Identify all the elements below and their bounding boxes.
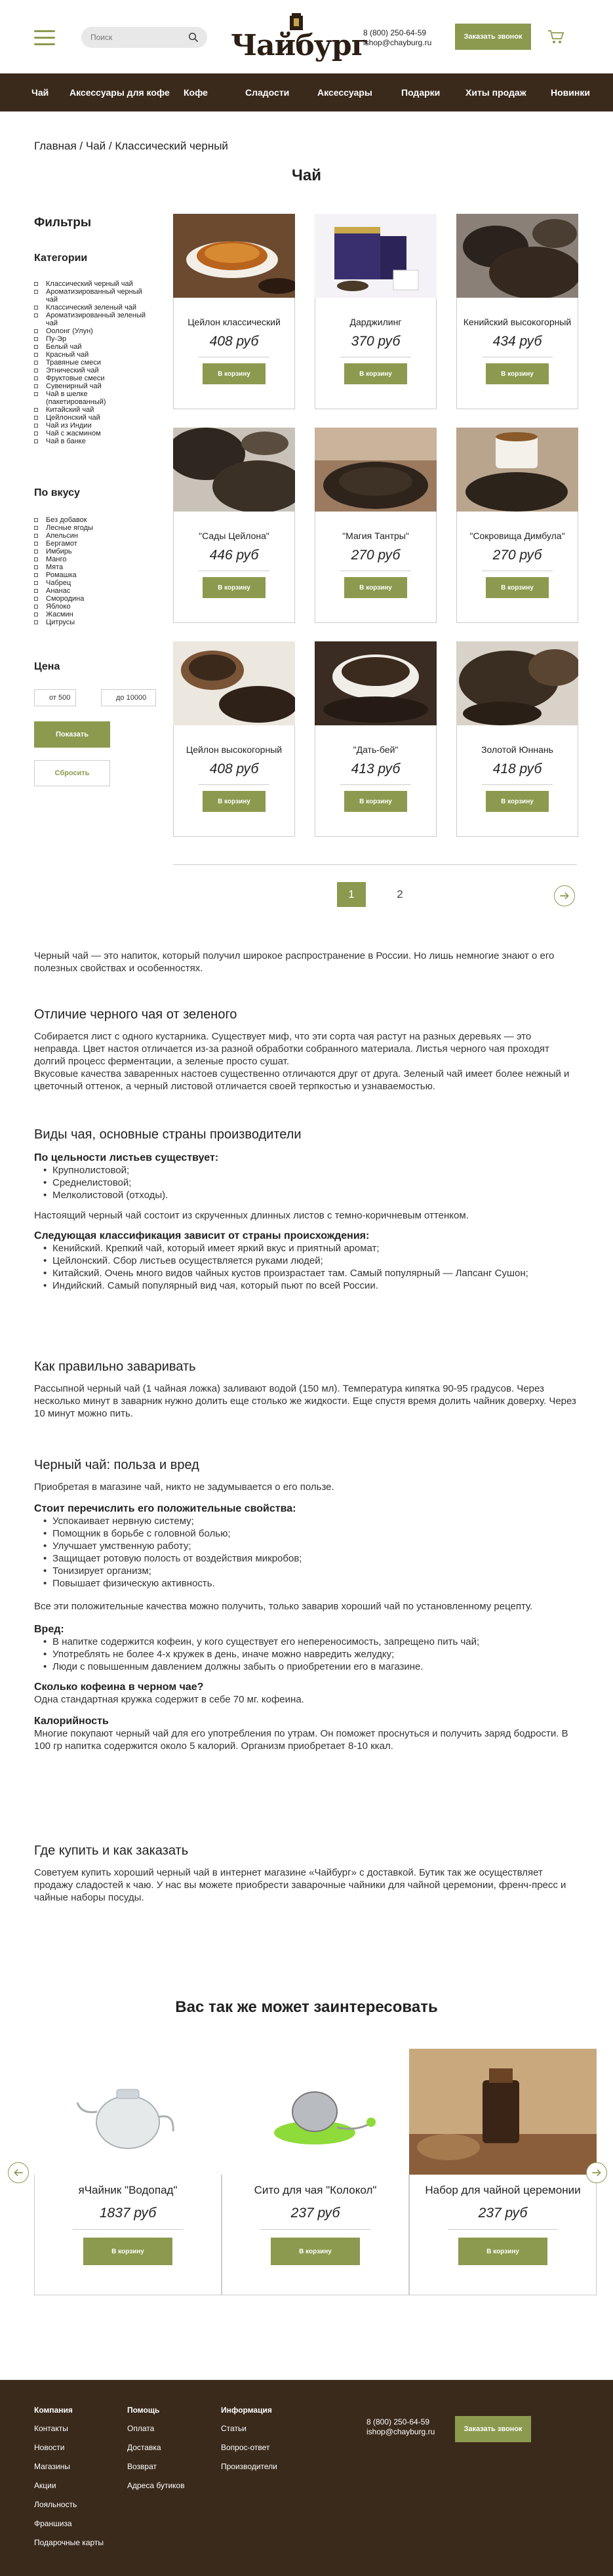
footer-heading: Компания [34,2405,73,2415]
filter-option[interactable] [34,374,149,382]
product-name[interactable]: яЧайник "Водопад" [78,2184,178,2196]
product-name[interactable]: "Сады Цейлона" [199,531,269,541]
filter-option[interactable] [34,422,149,430]
filter-option-label: Ароматизированный черный чай [46,288,142,304]
filter-option-label: Этнический чай [46,367,99,374]
footer-column-company [34,2405,104,2557]
product-card[interactable] [456,214,578,409]
list-item: • Люди с повышенным давлением должны забыть о приобретении его в магазине. [34,1660,580,1673]
taste-list [34,516,149,626]
filter-option[interactable] [34,603,149,611]
filter-option[interactable] [34,579,149,587]
checkbox-icon[interactable] [34,282,38,286]
add-to-cart-button[interactable]: В корзину [344,791,407,812]
footer-link[interactable]: Магазины [34,2462,70,2471]
product-card[interactable] [173,641,295,837]
checkbox-icon[interactable] [34,597,38,601]
product-price: 237 руб [290,2205,340,2221]
divider [199,784,269,785]
filter-option[interactable] [34,312,149,327]
checkbox-icon[interactable] [34,534,38,538]
list-item: • Кенийский. Крепкий чай, который имеет яркий вкус и приятный аромат; [34,1242,580,1255]
filter-option[interactable] [34,618,149,626]
header-email[interactable]: ishop@chayburg.ru [363,38,432,47]
checkbox-icon[interactable] [34,369,38,372]
site-footer [0,2380,613,2576]
filter-option[interactable] [34,524,149,532]
article-subheading: Сколько кофеина в черном чае? [34,1681,204,1693]
footer-column-info [221,2405,277,2481]
menu-burger-icon[interactable] [34,30,55,46]
checkbox-icon[interactable] [34,518,38,522]
article-paragraph: Многие покупают черный чай для его употребления по утрам. Он поможет проснуться и получить заряд бодрости. В 100 гр напитка содержится около 5 калорий. Организм приобретает 8-10 ккал. [34,1728,568,1752]
checkbox-icon[interactable] [34,432,38,435]
add-to-cart-button[interactable]: В корзину [271,2238,360,2265]
list-item: • Индийский. Самый популярный вид чая, который пьют по всей России. [34,1279,580,1292]
product-price: 408 руб [209,761,259,776]
harms-list [34,1636,580,1673]
filter-option-label: Цейлонский чай [46,414,100,422]
product-price: 270 руб [351,548,401,563]
recommendation-card[interactable] [409,2049,597,2295]
list-item: • Употреблять не более 4-х кружек в день, иначе можно навредить желудку; [34,1648,580,1660]
article-heading: Черный чай: польза и вред [34,1458,199,1472]
search-icon[interactable] [188,32,199,43]
filter-option[interactable] [34,343,149,351]
filter-option-label: Сувенирный чай [46,382,102,390]
logo[interactable] [231,12,368,64]
article-intro: Черный чай — это напиток, который получил широкое распространение в России. Но лишь немногие знают о его полезных свойствах и особенностях. [34,950,555,974]
product-name[interactable]: Кенийский высокогорный [463,317,572,327]
price-to-input[interactable] [101,689,156,706]
product-card[interactable] [173,428,295,623]
breadcrumb[interactable]: Главная / Чай / Классический черный [34,140,228,152]
filter-option-label: Чай в шелке (пакетированный) [46,390,106,406]
article-heading: Отличие черного чая от зеленого [34,1007,237,1022]
article-section-brew [34,1361,580,1420]
article-paragraph: Одна стандартная кружка содержит в себе 70 мг. кофеина. [34,1694,304,1705]
article-section-buy [34,1845,580,1904]
filter-option[interactable] [34,335,149,343]
checkbox-icon[interactable] [34,550,38,553]
nav-item-new[interactable]: Новинки [551,87,590,98]
filter-option[interactable] [34,351,149,359]
divider [448,2229,558,2230]
categories-list [34,280,149,445]
filter-option[interactable] [34,327,149,335]
checkbox-icon[interactable] [34,353,38,357]
product-card[interactable] [173,214,295,409]
product-name[interactable]: Набор для чайной церемонии [425,2184,581,2196]
list-item: • Улучшает умственную работу; [34,1540,580,1552]
checkbox-icon[interactable] [34,424,38,428]
checkbox-icon[interactable] [34,345,38,349]
header-contacts [363,28,431,48]
cart-icon[interactable] [547,29,564,45]
filter-option-label: Чай с жасмином [46,430,101,437]
add-to-cart-button[interactable]: В корзину [344,577,407,598]
filter-option[interactable] [34,288,149,304]
checkbox-icon[interactable] [34,620,38,624]
divider [173,864,577,865]
add-to-cart-button[interactable]: В корзину [344,363,407,384]
checkbox-icon[interactable] [34,526,38,530]
product-price: 1837 руб [99,2205,157,2221]
add-to-cart-button[interactable]: В корзину [458,2238,547,2265]
leaf-types-list [34,1164,580,1201]
product-name[interactable]: Сито для чая "Колокол" [254,2184,377,2196]
article-heading: Где купить и как заказать [34,1843,189,1858]
checkbox-icon[interactable] [34,416,38,420]
article-paragraph: Настоящий черный чай состоит из скрученных длинных листов с темно-коричневым оттенком. [34,1210,469,1221]
footer-link[interactable]: Вопрос-ответ [221,2443,270,2452]
filter-option-label: Красный чай [46,351,89,359]
divider [260,2229,370,2230]
list-item: • Успокаивает нервную систему; [34,1515,580,1527]
article-section-diff [34,1009,580,1093]
product-card[interactable] [456,641,578,837]
filter-option-label: Яблоко [46,603,71,611]
article-paragraph: Приобретая в магазине чай, никто не задумывается о его пользе. [34,1481,334,1493]
product-name[interactable]: "Магия Тантры" [342,531,409,541]
filter-option-label: Бергамот [46,540,77,548]
nav-item-coffee-accessories[interactable]: Аксессуары для кофе [69,87,170,98]
article-subheading: По цельности листьев существует: [34,1152,219,1163]
checkbox-icon[interactable] [34,306,38,310]
article-heading: Как правильно заваривать [34,1359,196,1374]
filter-option-label: Фруктовые смеси [46,374,105,382]
filter-option[interactable] [34,540,149,548]
filter-option-label: Пу-Эр [46,335,67,343]
filter-option-label: Смородина [46,595,85,603]
order-call-button[interactable]: Заказать звонок [455,24,531,50]
filter-option-label: Травяные смеси [46,359,101,367]
props-list [34,1515,580,1590]
show-button[interactable]: Показать [34,721,110,748]
filter-option[interactable] [34,611,149,618]
recommendation-card[interactable] [34,2049,222,2295]
filter-option[interactable] [34,555,149,563]
filter-option-label: Мята [46,563,64,571]
filter-option-label: Чай в банке [46,437,86,445]
checkbox-icon[interactable] [34,605,38,609]
product-name[interactable]: Цейлон высокогорный [186,744,283,755]
product-price: 413 руб [351,761,401,776]
divider [482,784,553,785]
filter-option-label: Ромашка [46,571,77,579]
checkbox-icon[interactable] [34,542,38,546]
footer-link[interactable]: Контакты [34,2424,68,2433]
filters-title: Фильтры [34,216,92,230]
checkbox-icon[interactable] [34,408,38,412]
nav-item-tea[interactable]: Чай [31,87,49,98]
nav-item-accessories[interactable]: Аксессуары [317,87,372,98]
filter-option[interactable] [34,595,149,603]
filter-option-label: Классический зеленый чай [46,304,136,312]
filter-option-label: Апельсин [46,532,78,540]
add-to-cart-button[interactable]: В корзину [203,791,266,812]
checkbox-icon[interactable] [34,384,38,388]
list-item: • Цейлонский. Сбор листьев осуществляется руками людей; [34,1255,580,1267]
product-image[interactable] [173,641,295,725]
article-paragraph: Все эти положительные качества можно получить, только заварив хороший чай по установленному рецепту. [34,1601,533,1612]
product-image[interactable] [173,428,295,512]
product-name[interactable]: "Дать-бей" [353,744,399,755]
filter-option-label: Классический черный чай [46,280,133,288]
product-card[interactable] [315,214,437,409]
filter-option-label: Ароматизированный зеленый чай [46,312,146,327]
site-header [0,0,613,73]
product-card[interactable] [456,428,578,623]
product-image[interactable] [173,214,295,298]
product-name[interactable]: "Сокровища Димбула" [469,531,565,541]
article-heading: Виды чая, основные страны производители [34,1127,302,1142]
filter-option-label: Оолонг (Улун) [46,327,93,335]
logo-text: Чайбург [231,29,368,62]
filter-option-label: Манго [46,555,67,563]
taste-title: По вкусу [34,487,80,498]
filter-option-label: Без добавок [46,516,87,524]
product-name[interactable]: Дарджилинг [349,317,402,327]
footer-order-call-button[interactable]: Заказать звонок [455,2416,531,2442]
footer-link[interactable]: Лояльность [34,2500,77,2509]
footer-link[interactable]: Производители [221,2462,277,2471]
list-item: • Среднелистовой; [34,1177,580,1189]
nav-item-coffee[interactable]: Кофе [184,87,208,98]
add-to-cart-button[interactable]: В корзину [486,363,549,384]
product-image[interactable] [409,2049,597,2175]
filter-option-label: Белый чай [46,343,82,351]
header-phone[interactable]: 8 (800) 250-64-59 [363,28,427,37]
footer-link[interactable]: Новости [34,2443,65,2452]
footer-link[interactable]: Статьи [221,2424,247,2433]
checkbox-icon[interactable] [34,573,38,577]
product-image[interactable] [315,214,437,298]
product-price: 408 руб [209,334,259,349]
footer-link[interactable]: Доставка [127,2443,161,2452]
recommendations-title: Вас так же может заинтересовать [175,1998,438,2016]
checkbox-icon[interactable] [34,392,38,396]
nav-item-gifts[interactable]: Подарки [401,87,441,98]
product-price: 446 руб [209,548,259,563]
checkbox-icon[interactable] [34,376,38,380]
checkbox-icon[interactable] [34,565,38,569]
add-to-cart-button[interactable]: В корзину [83,2238,172,2265]
filter-option[interactable] [34,437,149,445]
footer-link[interactable]: Акции [34,2481,56,2490]
page-2-button[interactable]: 2 [397,888,403,900]
article-subheading: Вред: [34,1624,64,1635]
reset-button[interactable]: Сбросить [34,760,110,786]
list-item: • Крупнолистовой; [34,1164,580,1177]
footer-email[interactable]: ishop@chayburg.ru [366,2427,435,2436]
filter-option[interactable] [34,571,149,579]
footer-link[interactable]: Оплата [127,2424,155,2433]
footer-link[interactable]: Подарочные карты [34,2538,104,2547]
filter-option-label: Лесные ягоды [46,524,93,532]
filter-option[interactable] [34,390,149,406]
product-card[interactable] [315,641,437,837]
list-item: • В напитке содержится кофеин, у кого существует его непереносимость, запрещено пить чай; [34,1636,580,1648]
price-title: Цена [34,661,60,672]
list-item: • Повышает физическую активность. [34,1577,580,1590]
price-from-input[interactable] [34,689,76,706]
divider [73,2229,183,2230]
prev-arrow-icon[interactable] [8,2162,29,2183]
product-price: 418 руб [492,761,542,776]
page-1-button[interactable]: 1 [337,882,366,907]
footer-link[interactable]: Адреса бутиков [127,2481,185,2490]
filter-option-label: Имбирь [46,548,72,555]
add-to-cart-button[interactable]: В корзину [486,791,549,812]
product-name[interactable]: Золотой Юннань [481,744,553,755]
checkbox-icon[interactable] [34,613,38,616]
product-image[interactable] [222,2049,409,2175]
product-image[interactable] [315,641,437,725]
filter-option[interactable] [34,359,149,367]
checkbox-icon[interactable] [34,329,38,333]
filter-option[interactable] [34,280,149,288]
list-item: • Китайский. Очень много видов чайных кустов произрастает там. Самый популярный — Лапсанг Сушон; [34,1267,580,1279]
footer-heading: Помощь [127,2405,160,2415]
categories-title: Категории [34,252,88,264]
filter-option[interactable] [34,406,149,414]
product-name[interactable]: Цейлон классический [188,317,281,327]
filter-option[interactable] [34,587,149,595]
list-item: • Помощник в борьбе с головной болью; [34,1527,580,1540]
checkbox-icon[interactable] [34,581,38,585]
product-card[interactable] [315,428,437,623]
filter-option[interactable] [34,548,149,555]
product-price: 237 руб [478,2205,528,2221]
filter-option-label: Китайский чай [46,406,94,414]
product-image[interactable] [456,428,578,512]
add-to-cart-button[interactable]: В корзину [486,577,549,598]
product-image[interactable] [34,2049,222,2175]
list-item: • Тонизирует организм; [34,1565,580,1577]
footer-contacts [366,2417,435,2437]
next-page-arrow-icon[interactable] [554,885,575,906]
checkbox-icon[interactable] [34,589,38,593]
filter-option[interactable] [34,430,149,437]
footer-link[interactable]: Возврат [127,2462,157,2471]
filter-option[interactable] [34,563,149,571]
origins-list [34,1242,580,1292]
filter-option[interactable] [34,532,149,540]
filter-option-label: Жасмин [46,611,73,618]
footer-column-help [127,2405,185,2500]
filter-option[interactable] [34,304,149,312]
product-price: 434 руб [492,334,542,349]
footer-link[interactable]: Франшиза [34,2519,72,2528]
article-paragraph: Советуем купить хороший черный чай в интернет магазине «Чайбург» с доставкой. Бутик так же осуществляет продажу сладостей к чаю. У нас вы можете приобрести заварочные чайники для чайной церемонии, френч-пресс и чайные наборы посуды. [34,1867,566,1903]
article-subheading: Калорийность [34,1716,109,1727]
filter-option-label: Цитрусы [46,618,75,626]
filter-option-label: Ананас [46,587,71,595]
page-title: Чай [292,167,321,184]
product-price: 270 руб [492,548,542,563]
checkbox-icon[interactable] [34,290,38,294]
main-nav [0,73,613,111]
article-section-types [34,1129,580,1292]
recommendation-card[interactable] [222,2049,409,2295]
article-subheading: Следующая классификация зависит от страны происхождения: [34,1230,370,1241]
checkbox-icon[interactable] [34,313,38,317]
filter-option-label: Чай из Индии [46,422,92,430]
checkbox-icon[interactable] [34,439,38,443]
list-item: • Мелколистовой (отходы). [34,1189,580,1201]
list-item: • Защищает ротовую полость от воздействия микробов; [34,1552,580,1565]
divider [340,784,411,785]
product-price: 370 руб [351,334,401,349]
product-image[interactable] [456,641,578,725]
next-arrow-icon[interactable] [586,2162,607,2183]
filter-option[interactable] [34,367,149,374]
footer-heading: Информация [221,2405,272,2415]
checkbox-icon[interactable] [34,337,38,341]
footer-phone[interactable]: 8 (800) 250-64-59 [366,2417,430,2426]
checkbox-icon[interactable] [34,557,38,561]
add-to-cart-button[interactable]: В корзину [203,577,266,598]
filter-option[interactable] [34,516,149,524]
nav-item-bestsellers[interactable]: Хиты продаж [465,87,526,98]
product-image[interactable] [315,428,437,512]
article-paragraph: Рассыпной черный чай (1 чайная ложка) заливают водой (150 мл). Температура кипятка 90-95 градусов. Через несколько минут в заварник нужно долить еще столько же жидкости. Еще спустя время долить чайник доверху. Через 10 минут можно пить. [34,1383,576,1419]
filter-option[interactable] [34,414,149,422]
article-paragraph: Собирается лист с одного кустарника. Существует миф, что эти сорта чая растут на разных деревьях — это неправда. Цвет настоя отличается из-за разной обработки собранного материала. Листья черного чая проходят долгий процесс ферментации, а зеленые просто сушат. Вкусовые качества заваренных настоев существенно отличаются друг от друга. Зеленый чай имеет более нежный и цветочный оттенок, а черный листовой отличается своей терпкостью и узнаваемостью. [34,1031,570,1092]
article-section-benefit [34,1459,580,1752]
nav-item-sweets[interactable]: Сладости [245,87,290,98]
article-subheading: Стоит перечислить его положительные свойства: [34,1503,296,1514]
filter-option[interactable] [34,382,149,390]
product-image[interactable] [456,214,578,298]
filter-option-label: Чабрец [46,579,71,587]
checkbox-icon[interactable] [34,361,38,365]
add-to-cart-button[interactable]: В корзину [203,363,266,384]
